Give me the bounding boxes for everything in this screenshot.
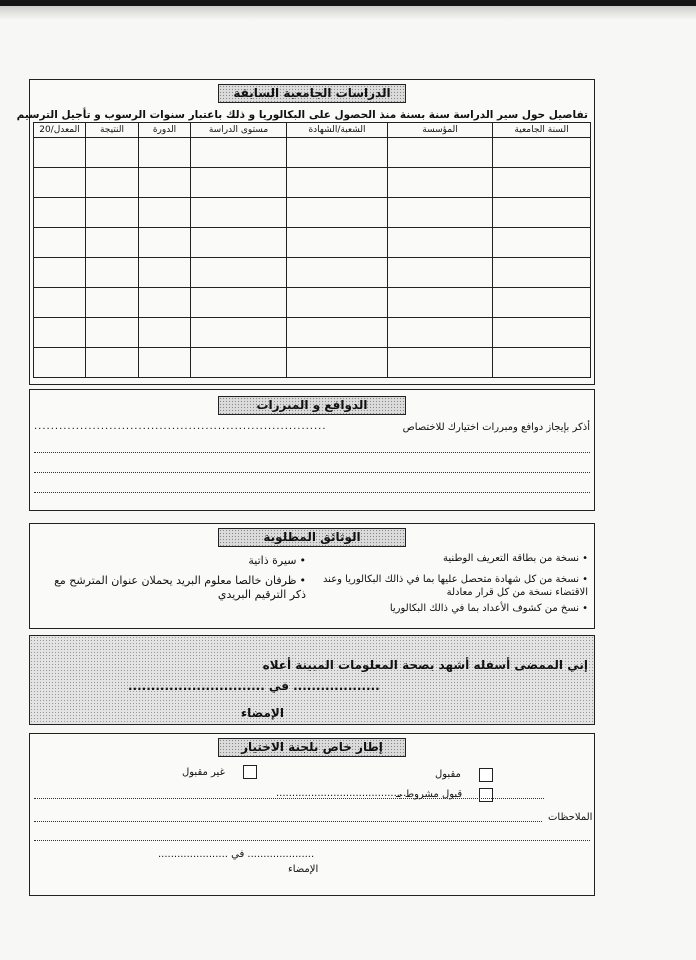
- table-row: [34, 138, 591, 168]
- table-row: [34, 168, 591, 198]
- table-cell[interactable]: [139, 198, 191, 228]
- declaration-place-date[interactable]: ................... في ..............................: [128, 679, 380, 693]
- table-cell[interactable]: [287, 168, 388, 198]
- table-cell[interactable]: [34, 198, 86, 228]
- col-average: المعدل/20: [34, 123, 86, 138]
- motivations-line-1[interactable]: [34, 452, 590, 453]
- table-cell[interactable]: [86, 288, 139, 318]
- table-row: [34, 258, 591, 288]
- documents-right-list: [306, 552, 588, 615]
- table-cell[interactable]: [388, 138, 493, 168]
- col-study-level: مستوى الدراسة: [191, 123, 287, 138]
- table-row: [34, 348, 591, 378]
- col-academic-year: السنة الجامعية: [493, 123, 591, 138]
- table-cell[interactable]: [139, 348, 191, 378]
- previous-studies-instruction: تفاصيل حول سير الدراسة سنة بسنة منذ الحصول على البكالوريا و ذلك باعتبار سنوات الرسوب و تأجيل الترسيم: [16, 109, 588, 121]
- table-cell[interactable]: [191, 318, 287, 348]
- table-cell[interactable]: [34, 348, 86, 378]
- required-documents-section: [29, 523, 595, 629]
- motivations-prompt-dots: ......................................................................: [34, 421, 327, 432]
- table-cell[interactable]: [287, 318, 388, 348]
- document-item-diplomas: • نسخة من كل شهادة متحصل عليها بما في ذالك البكالوريا وعند الاقتضاء نسخة من كل قرار معادلة: [306, 573, 588, 599]
- table-cell[interactable]: [493, 318, 591, 348]
- table-cell[interactable]: [139, 318, 191, 348]
- motivations-line-3[interactable]: [34, 492, 590, 493]
- table-cell[interactable]: [191, 228, 287, 258]
- col-institution: المؤسسة: [388, 123, 493, 138]
- documents-left-list: [38, 554, 306, 602]
- previous-studies-rows: [34, 138, 591, 378]
- not-accepted-checkbox[interactable]: [243, 765, 257, 779]
- table-cell[interactable]: [191, 348, 287, 378]
- table-cell[interactable]: [86, 228, 139, 258]
- table-cell[interactable]: [191, 288, 287, 318]
- table-cell[interactable]: [493, 138, 591, 168]
- table-cell[interactable]: [388, 348, 493, 378]
- remarks-label: الملاحظات: [548, 812, 593, 823]
- declaration-text: إني الممضى أسفله أشهد بصحة المعلومات المبينة أعلاه: [262, 658, 588, 672]
- table-cell[interactable]: [388, 318, 493, 348]
- table-cell[interactable]: [86, 258, 139, 288]
- col-session: الدورة: [139, 123, 191, 138]
- selection-committee-title: إطار خاص بلجنة الاختيار: [218, 738, 406, 757]
- table-cell[interactable]: [388, 198, 493, 228]
- table-cell[interactable]: [493, 198, 591, 228]
- required-documents-title: الوثائق المطلوبة: [218, 528, 406, 547]
- committee-place-date[interactable]: ..................... في ......................: [158, 849, 315, 860]
- remarks-line-1[interactable]: [34, 821, 542, 822]
- conditional-label: قبول مشروط بـ: [396, 789, 463, 800]
- table-cell[interactable]: [493, 228, 591, 258]
- table-row: [34, 198, 591, 228]
- table-row: [34, 318, 591, 348]
- table-cell[interactable]: [86, 168, 139, 198]
- table-cell[interactable]: [388, 228, 493, 258]
- table-cell[interactable]: [287, 258, 388, 288]
- accepted-label: مقبول: [435, 769, 461, 780]
- previous-studies-table: [33, 122, 591, 378]
- table-cell[interactable]: [388, 168, 493, 198]
- document-item-id-card: • نسخة من بطاقة التعريف الوطنية: [306, 552, 588, 565]
- table-cell[interactable]: [191, 138, 287, 168]
- table-cell[interactable]: [86, 348, 139, 378]
- motivations-title: الدوافع و المبررات: [218, 396, 406, 415]
- table-cell[interactable]: [34, 288, 86, 318]
- committee-signature-label: الإمضاء: [288, 864, 319, 875]
- declaration-signature-label: الإمضاء: [241, 706, 284, 720]
- document-item-transcripts: • نسخ من كشوف الأعداد بما في ذالك البكالوريا: [306, 602, 588, 615]
- previous-studies-title: الدراسات الجامعية السابقة: [218, 84, 406, 103]
- col-branch-diploma: الشعبة/الشهادة: [287, 123, 388, 138]
- declaration-section: [29, 635, 595, 725]
- table-cell[interactable]: [493, 168, 591, 198]
- table-cell[interactable]: [287, 348, 388, 378]
- col-result: النتيجة: [86, 123, 139, 138]
- motivations-line-2[interactable]: [34, 472, 590, 473]
- table-cell[interactable]: [139, 168, 191, 198]
- committee-line-1[interactable]: [34, 798, 544, 799]
- remarks-line-2[interactable]: [34, 840, 590, 841]
- motivations-prompt: أذكر بإيجاز دوافع ومبررات اختيارك للاختصاص: [402, 422, 590, 433]
- selection-committee-section: [29, 733, 595, 896]
- table-row: [34, 228, 591, 258]
- conditional-dots[interactable]: .........................................: [276, 788, 407, 799]
- table-cell[interactable]: [388, 258, 493, 288]
- table-cell[interactable]: [287, 138, 388, 168]
- document-item-cv: • سيرة ذاتية: [38, 554, 306, 568]
- table-cell[interactable]: [34, 258, 86, 288]
- not-accepted-label: غير مقبول: [182, 767, 225, 778]
- table-cell[interactable]: [493, 348, 591, 378]
- table-cell[interactable]: [493, 288, 591, 318]
- table-cell[interactable]: [287, 288, 388, 318]
- table-cell[interactable]: [86, 138, 139, 168]
- table-cell[interactable]: [86, 198, 139, 228]
- table-header-row: [34, 123, 591, 138]
- table-cell[interactable]: [86, 318, 139, 348]
- accepted-checkbox[interactable]: [479, 768, 493, 782]
- table-cell[interactable]: [34, 318, 86, 348]
- document-item-envelopes: • ظرفان خالصا معلوم البريد يحملان عنوان المترشح مع ذكر الترقيم البريدي: [38, 574, 306, 602]
- table-cell[interactable]: [287, 228, 388, 258]
- motivations-section: [29, 389, 595, 511]
- table-cell[interactable]: [139, 228, 191, 258]
- table-cell[interactable]: [191, 168, 287, 198]
- table-cell[interactable]: [139, 258, 191, 288]
- table-cell[interactable]: [34, 228, 86, 258]
- table-cell[interactable]: [139, 138, 191, 168]
- table-cell[interactable]: [287, 198, 388, 228]
- scan-shadow: [0, 6, 696, 20]
- table-cell[interactable]: [34, 138, 86, 168]
- table-cell[interactable]: [191, 258, 287, 288]
- table-cell[interactable]: [191, 198, 287, 228]
- table-cell[interactable]: [493, 258, 591, 288]
- table-cell[interactable]: [34, 168, 86, 198]
- table-cell[interactable]: [388, 288, 493, 318]
- table-cell[interactable]: [139, 288, 191, 318]
- table-row: [34, 288, 591, 318]
- previous-studies-section: [16, 79, 595, 385]
- conditional-checkbox[interactable]: [479, 788, 493, 802]
